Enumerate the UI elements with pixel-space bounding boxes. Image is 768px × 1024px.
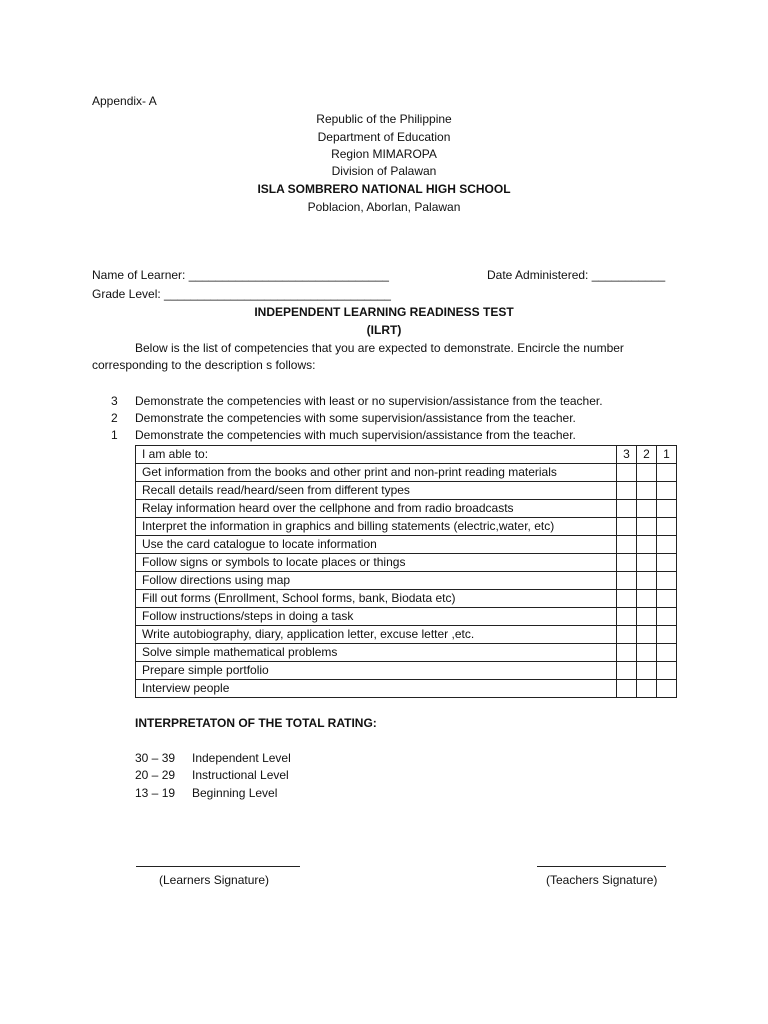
score-1-cell[interactable] (657, 464, 677, 482)
teacher-signature-line[interactable] (537, 866, 666, 867)
header-cell-2: 2 (637, 446, 657, 464)
learner-signature-label: (Learners Signature) (159, 873, 270, 887)
score-3-cell[interactable] (617, 608, 637, 626)
learner-signature-line[interactable] (136, 866, 300, 867)
table-row (136, 626, 677, 644)
table-row (136, 536, 677, 554)
score-2-cell[interactable] (637, 662, 657, 680)
competency-cell: Follow instructions/steps in doing a task (136, 608, 617, 626)
interpretation-item (135, 786, 277, 801)
score-1-cell[interactable] (657, 662, 677, 680)
score-3-cell[interactable] (617, 500, 637, 518)
table-row (136, 518, 677, 536)
score-2-cell[interactable] (637, 518, 657, 536)
table-row (136, 464, 677, 482)
score-3-cell[interactable] (617, 644, 637, 662)
level-name: Independent Level (192, 751, 291, 765)
score-range: 20 – 29 (135, 768, 176, 782)
score-1-cell[interactable] (657, 482, 677, 500)
score-1-cell[interactable] (657, 500, 677, 518)
score-3-cell[interactable] (617, 518, 637, 536)
header-division: Division of Palawan (331, 164, 437, 178)
rating-number: 1 (111, 428, 118, 442)
table-row (136, 572, 677, 590)
level-name: Instructional Level (192, 768, 289, 782)
competency-cell: Interpret the information in graphics and billing statements (electric,water, etc) (136, 518, 617, 536)
score-2-cell[interactable] (637, 590, 657, 608)
score-2-cell[interactable] (637, 644, 657, 662)
rating-level-1 (111, 428, 576, 443)
score-2-cell[interactable] (637, 482, 657, 500)
header-cell-3: 3 (617, 446, 637, 464)
score-1-cell[interactable] (657, 626, 677, 644)
score-3-cell[interactable] (617, 626, 637, 644)
name-of-learner-field: Name of Learner: ______________________________ (92, 268, 389, 282)
table-row (136, 482, 677, 500)
header-region: Region MIMAROPA (331, 147, 437, 161)
score-1-cell[interactable] (657, 572, 677, 590)
score-3-cell[interactable] (617, 662, 637, 680)
score-range: 13 – 19 (135, 786, 176, 800)
table-row (136, 500, 677, 518)
rating-level-3 (111, 394, 603, 409)
rating-description: Demonstrate the competencies with least or no supervision/assistance from the teacher. (135, 394, 603, 408)
date-administered-field: Date Administered: ___________ (487, 268, 666, 282)
table-header-row (136, 446, 677, 464)
table-row (136, 680, 677, 698)
competency-cell: Use the card catalogue to locate information (136, 536, 617, 554)
score-2-cell[interactable] (637, 626, 657, 644)
competency-cell: Prepare simple portfolio (136, 662, 617, 680)
competency-cell: Follow signs or symbols to locate places or things (136, 554, 617, 572)
score-1-cell[interactable] (657, 536, 677, 554)
rating-number: 2 (111, 411, 118, 425)
rating-description: Demonstrate the competencies with some supervision/assistance from the teacher. (135, 411, 576, 425)
interpretation-item (135, 768, 289, 783)
competency-cell: Fill out forms (Enrollment, School forms, bank, Biodata etc) (136, 590, 617, 608)
instructions-line-2: corresponding to the description s follows: (92, 358, 316, 372)
score-1-cell[interactable] (657, 590, 677, 608)
table-row (136, 644, 677, 662)
test-acronym: (ILRT) (366, 323, 402, 337)
score-range: 30 – 39 (135, 751, 176, 765)
rating-description: Demonstrate the competencies with much supervision/assistance from the teacher. (135, 428, 576, 442)
score-2-cell[interactable] (637, 680, 657, 698)
score-1-cell[interactable] (657, 608, 677, 626)
instructions-line-1: Below is the list of competencies that you are expected to demonstrate. Encircle the number (135, 341, 624, 355)
table-row (136, 608, 677, 626)
header-department: Department of Education (317, 130, 451, 144)
score-1-cell[interactable] (657, 554, 677, 572)
header-republic: Republic of the Philippine (316, 112, 452, 126)
score-2-cell[interactable] (637, 536, 657, 554)
score-3-cell[interactable] (617, 482, 637, 500)
competency-cell: Solve simple mathematical problems (136, 644, 617, 662)
table-row (136, 590, 677, 608)
header-cell-1: 1 (657, 446, 677, 464)
score-1-cell[interactable] (657, 518, 677, 536)
score-3-cell[interactable] (617, 536, 637, 554)
grade-level-field: Grade Level: __________________________________ (92, 287, 391, 301)
score-2-cell[interactable] (637, 554, 657, 572)
header-school: ISLA SOMBRERO NATIONAL HIGH SCHOOL (257, 182, 511, 196)
competency-cell: Get information from the books and other print and non-print reading materials (136, 464, 617, 482)
competency-cell: Recall details read/heard/seen from different types (136, 482, 617, 500)
score-1-cell[interactable] (657, 680, 677, 698)
competencies-table (135, 445, 677, 698)
level-name: Beginning Level (192, 786, 278, 800)
teacher-signature-label: (Teachers Signature) (546, 873, 658, 887)
score-2-cell[interactable] (637, 608, 657, 626)
interpretation-title: INTERPRETATON OF THE TOTAL RATING: (135, 716, 377, 730)
table-row (136, 662, 677, 680)
test-title: INDEPENDENT LEARNING READINESS TEST (254, 305, 514, 319)
score-2-cell[interactable] (637, 464, 657, 482)
competency-cell: Interview people (136, 680, 617, 698)
competency-cell: Relay information heard over the cellphone and from radio broadcasts (136, 500, 617, 518)
table-row (136, 554, 677, 572)
header-address: Poblacion, Aborlan, Palawan (307, 200, 461, 214)
score-3-cell[interactable] (617, 464, 637, 482)
rating-level-2 (111, 411, 576, 426)
score-3-cell[interactable] (617, 572, 637, 590)
score-3-cell[interactable] (617, 590, 637, 608)
competency-cell: Write autobiography, diary, application letter, excuse letter ,etc. (136, 626, 617, 644)
appendix-label: Appendix- A (92, 94, 157, 108)
score-2-cell[interactable] (637, 572, 657, 590)
score-3-cell[interactable] (617, 680, 637, 698)
score-3-cell[interactable] (617, 554, 637, 572)
interpretation-item (135, 751, 291, 766)
header-cell-able-to: I am able to: (136, 446, 617, 464)
score-2-cell[interactable] (637, 500, 657, 518)
competency-cell: Follow directions using map (136, 572, 617, 590)
rating-number: 3 (111, 394, 118, 408)
score-1-cell[interactable] (657, 644, 677, 662)
